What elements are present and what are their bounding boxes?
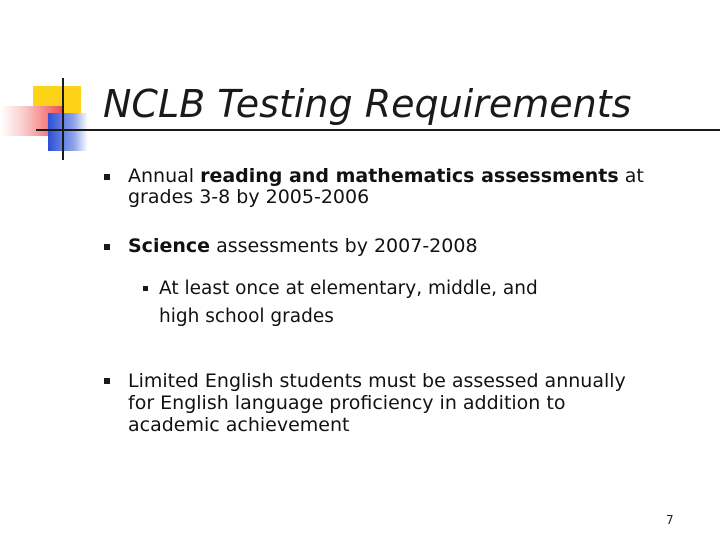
sub-bullet-icon <box>143 286 148 291</box>
logo-vertical-line <box>62 78 64 160</box>
bullet-icon <box>104 378 110 384</box>
bullet-2-line-1: Science assessments by 2007-2008 <box>128 235 478 257</box>
bullet-3-line-3: academic achievement <box>128 414 350 436</box>
bullet-icon <box>104 244 110 250</box>
logo-blue-block <box>48 113 88 151</box>
slide-title: NCLB Testing Requirements <box>103 82 632 126</box>
bullet-1-line-2: grades 3-8 by 2005-2006 <box>128 186 370 208</box>
bullet-1-line-1: Annual reading and mathematics assessments at <box>128 165 644 187</box>
bullet-3-line-1: Limited English students must be assessed annually <box>128 370 626 392</box>
sub-bullet-line-2: high school grades <box>159 306 334 327</box>
title-underline <box>36 129 720 131</box>
bullet-icon <box>104 174 110 180</box>
page-number: 7 <box>666 513 674 527</box>
bullet-3-line-2: for English language proficiency in addition to <box>128 392 566 414</box>
sub-bullet-line-1: At least once at elementary, middle, and <box>159 278 538 299</box>
